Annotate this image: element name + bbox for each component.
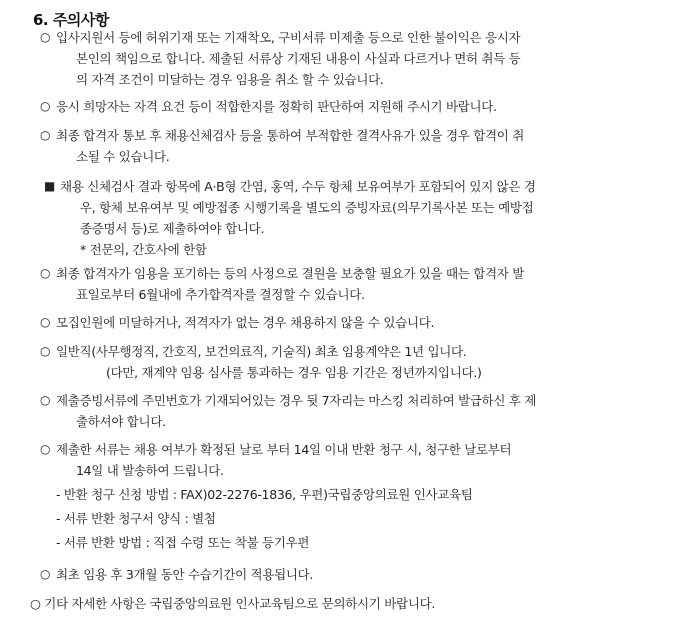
notice-footnote: * 전문의, 간호사에 한함 [80,242,207,257]
footer-text: 기타 자세한 사항은 국립중앙의료원 인사교육팀으로 문의하시기 바랍니다. [44,596,436,611]
notice-text-line: 최종 합격자가 임용을 포기하는 등의 사정으로 결원을 보충할 필요가 있을 때는 합격자 발 [56,266,524,281]
circle-bullet-icon: ○ [40,344,51,358]
dash-bullet-icon: - [56,511,61,526]
notice-item [40,96,660,117]
notice-item [40,263,660,305]
notice-text-line: 입사지원서 등에 허위기재 또는 기재착오, 구비서류 미제출 등으로 인한 불이익은 응시자 [56,30,521,45]
return-info-text: 서류 반환 청구서 양식 : 별첨 [63,511,216,526]
circle-bullet-icon: ○ [40,266,51,280]
notice-item-health-check [44,176,664,260]
notice-text-line: 모집인원에 미달하거나, 적격자가 없는 경우 채용하지 않을 수 있습니다. [56,315,435,330]
notice-text-line: 소될 수 있습니다. [76,149,170,164]
circle-bullet-icon: ○ [40,99,51,113]
return-info-item [56,508,216,529]
notice-text-line: 우, 항체 보유여부 및 예방접종 시행기록을 별도의 증빙자료(의무기록사본 또는 예방접 [80,200,534,215]
notice-text-line: 제출증빙서류에 주민번호가 기재되어있는 경우 뒷 7자리는 마스킹 처리하여 발급하신 후 제 [56,393,537,408]
notice-text-line: 일반직(사무행정직, 간호직, 보건의료직, 기술직) 최초 임용계약은 1년 입니다. [56,344,467,359]
square-bullet-icon: ■ [44,179,56,193]
notice-text-line: 응시 희망자는 자격 요건 등이 적합한지를 정확히 판단하여 지원해 주시기 바랍니다. [56,99,497,114]
return-info-item [56,532,309,553]
notice-text-line: 의 자격 조건이 미달하는 경우 임용을 취소 할 수 있습니다. [76,72,384,87]
circle-bullet-icon: ○ [30,596,41,611]
notice-item [40,341,660,383]
notice-item [40,27,660,90]
dash-bullet-icon: - [56,487,61,502]
notice-item [40,312,660,333]
circle-bullet-icon: ○ [40,442,51,456]
notice-text-line: 종증명서 등)로 제출하여야 합니다. [80,221,265,236]
notice-item-probation [40,564,660,585]
notice-item [40,439,660,481]
notice-text-line: 표일로부터 6월내에 추가합격자를 결정할 수 있습니다. [76,287,365,302]
notice-parenthetical: (다만, 재계약 임용 심사를 통과하는 경우 임용 기간은 정년까지입니다.) [106,365,482,380]
return-info-item [56,484,473,505]
return-info-text: 서류 반환 방법 : 직접 수령 또는 착불 등기우편 [63,535,310,550]
footer-contact-note [30,593,435,614]
notice-text-line: 최초 임용 후 3개월 동안 수습기간이 적용됩니다. [56,567,314,582]
circle-bullet-icon: ○ [40,30,51,44]
return-info-text: 반환 청구 신청 방법 : FAX)02-2276-1836, 우편)국립중앙의료원 인사교육팀 [63,487,473,502]
section-title: 6. 주의사항 [33,11,109,29]
notice-text-line: 본인의 책임으로 합니다. 제출된 서류상 기재된 내용이 사실과 다르거나 면허 취득 등 [76,51,521,66]
notice-text-line: 채용 신체검사 결과 항목에 A·B형 간염, 홍역, 수두 항체 보유여부가 포함되어 있지 않은 경 [60,179,536,194]
notice-text-line: 출하셔야 합니다. [76,414,166,429]
notice-item [40,390,660,432]
circle-bullet-icon: ○ [40,393,51,407]
circle-bullet-icon: ○ [40,315,51,329]
dash-bullet-icon: - [56,535,61,550]
circle-bullet-icon: ○ [40,128,51,142]
circle-bullet-icon: ○ [40,567,51,581]
notice-text-line: 최종 합격자 통보 후 채용신체검사 등을 통하여 부적합한 결격사유가 있을 경우 합격이 취 [56,128,524,143]
notice-text-line: 14일 내 발송하여 드립니다. [76,463,224,478]
notice-text-line: 제출한 서류는 채용 여부가 확정된 날로 부터 14일 이내 반환 청구 시, 청구한 날로부터 [56,442,512,457]
notice-item [40,125,660,167]
